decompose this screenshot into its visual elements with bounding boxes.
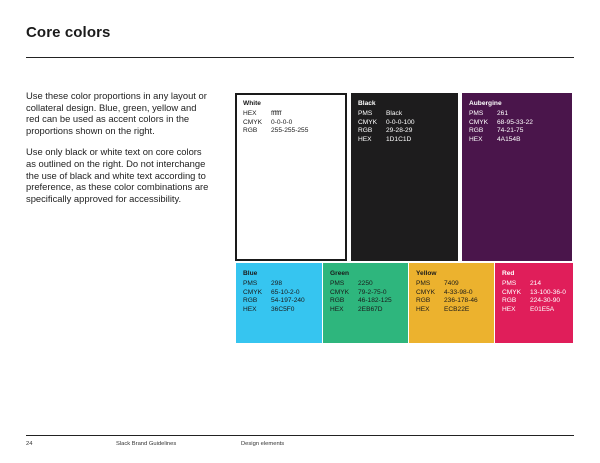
swatch-value-label: PMS xyxy=(502,280,517,287)
swatch-value-label: HEX xyxy=(330,305,344,313)
swatch-value-row xyxy=(502,297,566,306)
swatch-value-row xyxy=(358,136,415,145)
swatch-value-label: HEX xyxy=(416,305,430,313)
swatch-value: ffffff xyxy=(271,110,282,117)
swatch-value-row xyxy=(243,280,305,289)
swatch-values xyxy=(502,280,566,314)
swatch-name: Green xyxy=(330,270,350,277)
swatch-value-row xyxy=(358,119,415,128)
swatch-name: White xyxy=(243,100,261,107)
swatch-name: Yellow xyxy=(416,270,437,277)
page-number: 24 xyxy=(26,441,33,447)
top-divider xyxy=(26,57,574,58)
swatch-values xyxy=(330,280,392,314)
swatch-value: E01E5A xyxy=(530,305,555,313)
swatch-value: ECB22E xyxy=(444,305,470,313)
swatch-value-row xyxy=(469,127,533,136)
swatch-value-label: CMYK xyxy=(243,288,263,296)
swatch-value-label: RGB xyxy=(243,127,258,135)
swatch-value: 54-197-240 xyxy=(271,297,305,305)
swatch-value-row xyxy=(469,136,533,145)
swatch-value: 65-10-2-0 xyxy=(271,288,300,296)
intro-paragraph-2: Use only black or white text on core colors as outlined on the right. Do not interchange the use of black and white text according to preference, as these color combinations are specifically approved for accessibility. xyxy=(26,146,209,204)
swatch-value-row xyxy=(330,280,392,289)
swatch-yellow xyxy=(409,263,494,343)
swatch-value-row xyxy=(330,289,392,298)
swatch-value: 236-178-46 xyxy=(444,297,478,305)
footer-section: Design elements xyxy=(241,441,285,447)
swatch-value: 68-95-33-22 xyxy=(497,118,533,126)
swatch-value: 79-2-75-0 xyxy=(358,288,387,296)
swatch-value-row xyxy=(416,306,478,315)
swatch-value-row xyxy=(330,306,392,315)
intro-paragraph-1: Use these color proportions in any layout or collateral design. Blue, green, yellow and red can be used as accent colors in the proportions shown on the right. xyxy=(26,90,207,136)
swatch-value-label: CMYK xyxy=(330,288,350,296)
swatch-value-row xyxy=(243,289,305,298)
swatch-value-row xyxy=(358,110,415,119)
swatch-value-label: CMYK xyxy=(502,288,522,296)
swatch-value: 4-33-98-0 xyxy=(444,288,473,296)
swatch-value-row xyxy=(243,110,308,119)
page-title: Core colors xyxy=(26,24,111,41)
swatch-value-row xyxy=(243,306,305,315)
swatch-value: 46-182-125 xyxy=(358,297,392,305)
swatch-value: 298 xyxy=(271,280,283,287)
swatch-value-row xyxy=(416,289,478,298)
swatch-value: 1D1C1D xyxy=(386,135,412,143)
swatch-value: 36C5F0 xyxy=(271,305,295,313)
swatch-value-row xyxy=(502,306,566,315)
swatch-value-label: PMS xyxy=(358,110,373,117)
swatch-value-label: PMS xyxy=(243,280,258,287)
swatch-values xyxy=(243,110,308,136)
swatch-value-row xyxy=(416,297,478,306)
swatch-value-label: HEX xyxy=(469,135,483,143)
swatch-values xyxy=(469,110,533,144)
swatch-value-row xyxy=(469,110,533,119)
swatch-value-row xyxy=(358,127,415,136)
swatch-name: Aubergine xyxy=(469,100,502,107)
swatch-value-label: CMYK xyxy=(469,118,489,126)
swatch-value-label: PMS xyxy=(416,280,431,287)
swatch-value-row xyxy=(243,119,308,128)
swatch-value-label: RGB xyxy=(416,297,431,305)
swatch-value: 255-255-255 xyxy=(271,127,309,135)
swatch-green xyxy=(323,263,408,343)
swatch-value-label: RGB xyxy=(358,127,373,135)
swatch-values xyxy=(358,110,415,144)
intro-text xyxy=(26,90,211,214)
swatch-value: 0-0-0-100 xyxy=(386,118,415,126)
swatch-value-label: HEX xyxy=(243,305,257,313)
swatch-value: 29-28-29 xyxy=(386,127,413,135)
swatch-white xyxy=(235,93,347,261)
swatch-value-row xyxy=(243,297,305,306)
swatch-value: 261 xyxy=(497,110,509,117)
swatch-value: 74-21-75 xyxy=(497,127,524,135)
swatch-value: Black xyxy=(386,110,403,117)
footer-document-title: Slack Brand Guidelines xyxy=(116,441,177,447)
swatch-value: 4A154B xyxy=(497,135,521,143)
swatch-value-label: CMYK xyxy=(243,118,263,126)
swatch-value-label: CMYK xyxy=(416,288,436,296)
swatch-value-label: HEX xyxy=(502,305,516,313)
swatch-name: Black xyxy=(358,100,376,107)
swatch-value-label: RGB xyxy=(469,127,484,135)
swatch-value: 0-0-0-0 xyxy=(271,118,293,126)
bottom-divider xyxy=(26,435,574,436)
swatch-value: 2250 xyxy=(358,280,373,287)
swatch-values xyxy=(243,280,305,314)
swatch-value-label: PMS xyxy=(330,280,345,287)
swatch-aubergine xyxy=(462,93,572,261)
swatch-name: Red xyxy=(502,270,515,277)
swatch-value-label: CMYK xyxy=(358,118,378,126)
swatch-value-label: RGB xyxy=(243,297,258,305)
swatch-value: 214 xyxy=(530,280,542,287)
swatch-value: 224-30-90 xyxy=(530,297,561,305)
swatch-value-label: HEX xyxy=(243,110,257,117)
swatch-values xyxy=(416,280,478,314)
swatch-value: 2EB67D xyxy=(358,305,383,313)
swatch-value-label: RGB xyxy=(502,297,517,305)
swatch-value-row xyxy=(243,127,308,136)
swatch-name: Blue xyxy=(243,270,258,277)
swatch-value-label: RGB xyxy=(330,297,345,305)
swatch-blue xyxy=(236,263,322,343)
swatch-value-row xyxy=(502,289,566,298)
swatch-value-row xyxy=(469,119,533,128)
swatch-value: 7409 xyxy=(444,280,459,287)
swatch-value-row xyxy=(502,280,566,289)
swatch-red xyxy=(495,263,573,343)
swatch-value: 13-100-36-0 xyxy=(530,288,566,296)
swatch-black xyxy=(351,93,458,261)
swatch-value-row xyxy=(330,297,392,306)
swatch-value-label: HEX xyxy=(358,135,372,143)
swatch-value-row xyxy=(416,280,478,289)
swatch-value-label: PMS xyxy=(469,110,484,117)
